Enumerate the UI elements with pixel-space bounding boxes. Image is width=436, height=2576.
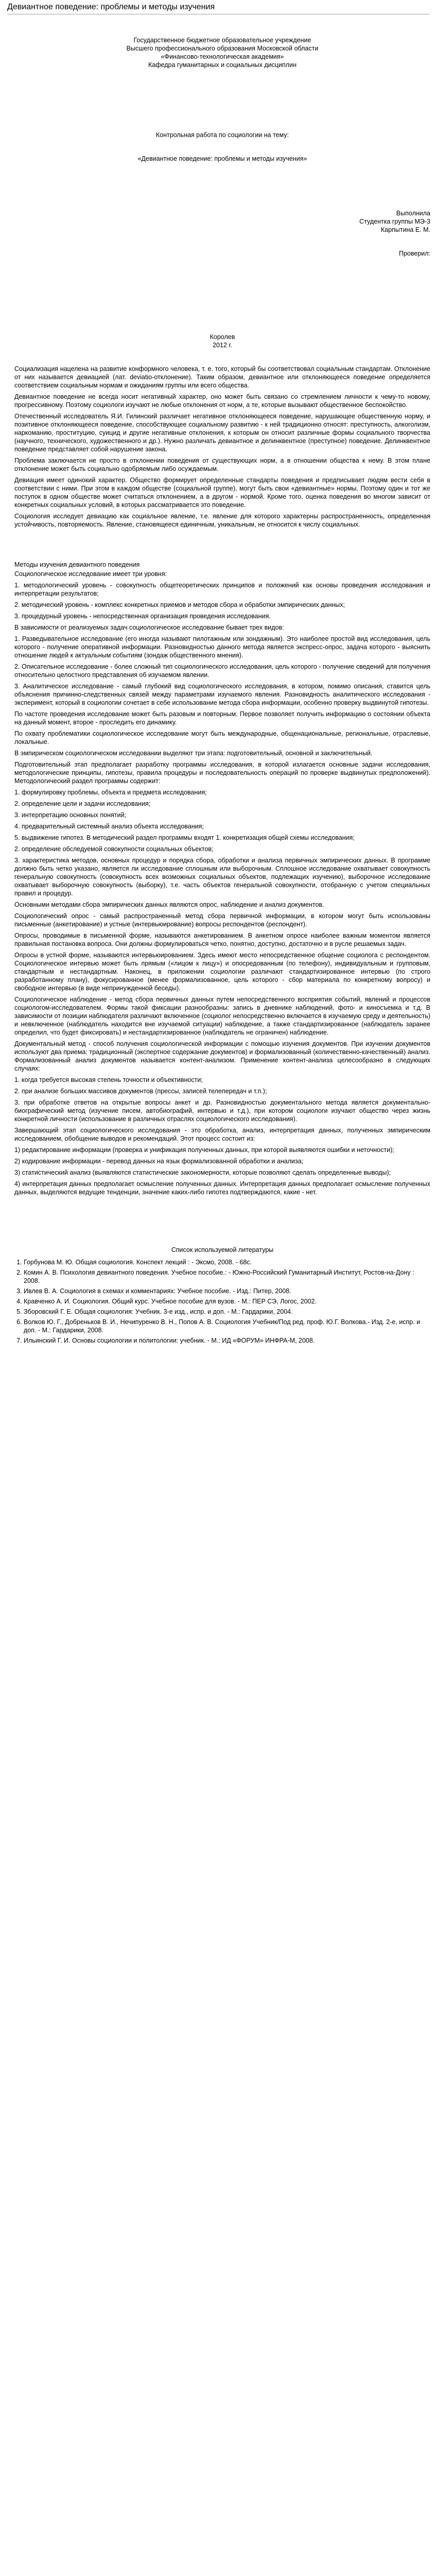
methods-paragraph: 2) кодирование информации - перевод данных на язык формализованной обработки и анализа; <box>14 1158 304 1165</box>
document-body <box>14 21 430 1347</box>
methods-paragraph: 3. процедурный уровень - непосредственная организация проведения исследования. <box>14 613 271 620</box>
methods-paragraph: 3. при обработке ответов на открытые вопросы анкет и др. Разновидностью документального метода является документально-биографический метод (изучение писем, автобиографий, интервью и т.д.), при котором социологи изучают общество через жизнь конкретной личности (использование в различных отраслях социологического исследования). <box>14 1099 430 1123</box>
reference-item: 4. Кравченко А. И. Социология. Общий курс. Учебное пособие для вузов. - М.: ПЕР СЭ, Логос, 2002. <box>24 1297 430 1306</box>
methods-paragraph: 4. предварительный системный анализ объекта исследования; <box>14 823 204 830</box>
methods-paragraph: Социологическое наблюдение - метод сбора первичных данных путем непосредственного восприятия событий, явлений и процессов социологом-исследователем. Формы такой фиксации разнообразны: запись в дневнике наблюдений, фото- и киносъемка и т.д. В зависимости от позиции наблюдателя различают включенное (социолог непосредственно включается в изучаемую среду и деятельность) и невключенное (наблюдатель находится вне изучаемой ситуации) наблюдение, а также стандартизированное (наблюдатель заранее определил, что будет фиксировать) и нестандартизированное (наблюдатель не ограничен) наблюдение. <box>14 996 430 1036</box>
methods-paragraph: 1) редактирование информации (проверка и унификация полученных данных, при которой выявляются ошибки и неточности); <box>14 1146 394 1154</box>
work-type: Контрольная работа по социологии на тему: <box>155 131 289 139</box>
reference-item: 6. Волков Ю. Г., Добреньков В. И., Нечипуренко В. Н., Попов А. В. Социология Учебник/Под ред. проф. Ю.Г. Волкова.- Изд. 2-е, испр. и доп. - М.: Гардарики, 2008. <box>24 1318 430 1334</box>
methods-paragraph: Опросы в устной форме, называются интервьюированием. Здесь имеют место непосредственное общение социолога с респондентом. Социологическое интервью может быть прямым («лицом к лицу») и опосредованным (по телефону), индивидуальным и групповым, стандартным и нестандартным. Наконец, в приложении социологии различают стандартизированное интервью (по строго разработанному плану), фокусированное (менее формализованное, цель которого - сбор материала по конкретному вопросу) и свободное интервью (в виде непринужденной беседы). <box>14 952 430 992</box>
methods-paragraph: Опросы, проводимые в письменной форме, называются анкетированием. В анкетном опросе наиболее важным моментом является правильная постановка вопроса. Они должны формулироваться четко, понятно, доступно, достаточно и в русле решаемых задач. <box>14 932 430 947</box>
org-line: Кафедра гуманитарных и социальных дисциплин <box>148 61 297 69</box>
title-block <box>14 36 430 349</box>
student-group: Студентка группы МЭ-3 <box>359 218 430 225</box>
performed-label: Выполнила <box>396 210 430 217</box>
methods-paragraph: Социологическое исследование имеет три уровня: <box>14 570 167 578</box>
methods-paragraph: Социологический опрос - самый распространенный метод сбора первичной информации, в котором могут быть использованы письменные (анкетирование) и устные (интервьюирование) вопросы респондентов (респондент). <box>14 912 430 928</box>
reference-item: 2. Комин А. В. Психология девиантного поведения. Учебное пособие.: - Южно-Российский Гуманитарный Институт, Ростов-на-Дону : 2008. <box>24 1268 430 1285</box>
checked-label: Проверил: <box>398 250 430 257</box>
methods-paragraph: 3. Аналитическое исследование - самый глубокий вид социологического исследования, в котором, помимо описания, ставится цель объяснения причинно-следственных связей между параметрами изучаемого явления. Разновидность аналитического исследования - эксперимент, который в социологии сочетает в себе использование метода сбора информации, особенно проверку выдвинутой гипотезы. <box>14 683 430 706</box>
methods-section <box>14 561 430 1196</box>
methods-paragraph: В эмпирическом социологическом исследовании выделяют три этапа: подготовительный, основной и заключительный. <box>14 750 373 757</box>
methods-paragraph: 4) интерпретация данных предполагает осмысление полученных данных. Интерпретация данных предполагает осмысление полученных данных, выделяются ведущие тенденции, значение каких-либо гипотез подтверждаются, какие - нет. <box>14 1180 430 1196</box>
intro-paragraph: Отечественный исследователь Я.И. Гилинский различает негативное отклоняющееся поведение, нарушающее общественную норму, и позитивное отклоняющееся поведение, способствующее социальному развитию - к ней традиционно относят: преступность, алкоголизм, наркоманию, проституцию, суицид и другие негативные отклонения, к которым он относит различные формы социального творчества (научного, технического, художественного и др.). Нужно различать девиантное и делинквентное (преступное) поведение. Делинквентное поведение представляет собой нарушение закона. <box>14 413 430 453</box>
intro-section <box>14 365 430 529</box>
intro-paragraph: Социология исследует девиацию как социальное явление, т.е. явление для которого характерны распространенность, определенная устойчивость, повторяемость. Явление, становящееся единичным, уникальным, не относится к числу социальных. <box>14 513 430 528</box>
references-section <box>14 1246 430 1345</box>
org-line: «Финансово-технологическая академия» <box>161 53 284 60</box>
methods-paragraph: 2. определение цели и задачи исследования; <box>14 800 151 807</box>
methods-paragraph: 2. методический уровень - комплекс конкретных приемов и методов сбора и обработки эмпирических данных; <box>14 601 345 608</box>
methods-paragraph: 2. Описательное исследование - более сложный тип социологического исследования, цель которого - получение сведений для получения относительно целостного представления об изучаемом явлении. <box>14 663 430 679</box>
year: 2012 г. <box>213 342 232 349</box>
intro-paragraph: Девиация имеет одинокий характер. Общество формирует определенные стандарты поведения и предписывает людям вести себя в соответствии с ними. При этом в каждом обществе (социальной группе), могут быть свои «девиантные» нормы. Поэтому один и тот же поступок в одном обществе может считаться отклонением, а в другом - нормой. Кроме того, оценка поведения во многом зависит от конкретных социальных условий, в которых рассматривается это поведение. <box>14 477 430 509</box>
methods-paragraph: 1. методологический уровень - совокупность общетеоретических принципов и положений как основы проведения исследования и интерпретации результатов; <box>14 582 430 597</box>
methods-paragraph: 3. интерпретацию основных понятий; <box>14 811 126 819</box>
intro-paragraph: Социализация нацелена на развитие конформного человека, т. е. того, который бы соответствовал социальным стандартам. Отклонение от них называется девиацией (лат. deviatio-отклонение). Таким образом, девиантное или отклоняющееся поведение определяется соответствием социальным нормам и ожиданиям группы или всего общества. <box>14 365 430 389</box>
methods-paragraph: 3. характеристика методов, основных процедур и порядка сбора, обработки и анализа первичных эмпирических данных. В программе должно быть четко указано, является ли исследование сплошным или выборочным. Сплошное исследование охватывает совокупность генеральную совокупность (совокупность всех возможных социальных объектов, подлежащих изучению), выборочное исследование охватывает выборочную совокупность (выборку), т.е. часть объектов генеральной совокупности, отобранную с учетом специальных правил и процедур. <box>14 857 430 897</box>
methods-paragraph: По частоте проведения исследование может быть разовым и повторным. Первое позволяет получить информацию о состоянии объекта на данный момент, второе - проследить его динамику. <box>14 710 430 726</box>
methods-paragraph: 1. когда требуется высокая степень точности и объективности; <box>14 1076 203 1083</box>
intro-paragraph: Девиантное поведение не всегда носит негативный характер, оно может быть связано со стремлением личности к чему-то новому, прогрессивному. Поэтому социологи изучают не любые отклонения от норм, а те, которые вызывают общественное беспокойство. <box>14 393 430 409</box>
methods-paragraph: 5. выдвижение гипотез. В методический раздел программы входят 1. конкретизация общей схемы исследования; <box>14 834 355 841</box>
intro-paragraph: Проблема заключается не просто в отклонении поведения от существующих норм, а в отношении общества к нему. В этом плане отклонение может быть социально одобряемым либо осуждаемым. <box>14 457 430 472</box>
methods-paragraph: По охвату проблематики социологическое исследование могут быть международные, общенациональные, региональные, отраслевые, локальные. <box>14 730 430 745</box>
student-name: Карпытина Е. М. <box>380 226 430 233</box>
reference-item: 7. Ильинский Г. И. Основы социологии и политологии: учебник. - М.: ИД «ФОРУМ» ИНФРА-М, 2008. <box>24 1336 430 1345</box>
methods-paragraph: 3) статистический анализ (выявляются статистические закономерности, которые позволяют сделать определенные выводы); <box>14 1169 391 1176</box>
org-line: Высшего профессионального образования Московской области <box>126 45 319 52</box>
org-line: Государственное бюджетное образовательное учреждение <box>133 37 311 44</box>
city: Королев <box>210 333 235 341</box>
page-title: Девиантное поведение: проблемы и методы изучения <box>7 3 215 11</box>
reference-item: 1. Горбунова М. Ю. Общая социология. Конспект лекций : - Эксмо, 2008. - 68с. <box>24 1258 430 1266</box>
methods-paragraph: Основными методами сбора эмпирических данных являются опрос, наблюдение и анализ документов. <box>14 901 324 908</box>
reference-item: 5. Зборовский Г. Е. Общая социология: Учебник. 3-е изд., испр. и доп. - М.: Гардарики, 2004. <box>24 1308 430 1316</box>
methods-paragraph: Завершающий этап социологического исследования - это обработка, анализ, интерпретация данных, полученных эмпирическим исследованием, обобщение выводов и рекомендаций. Этот процесс состоит из: <box>14 1127 430 1142</box>
work-topic: «Девиантное поведение: проблемы и методы изучения» <box>137 155 307 162</box>
methods-paragraph: Документальный метод - способ получения социологической информации с помощью изучения документов. При изучении документов используют два приема: традиционный (экспертное содержание документов) и формализованный (количественно-качественный) анализ. Формализованный анализ документов называется контент-анализом. Применение контент-анализа целесообразно в следующих случаях: <box>14 1040 430 1072</box>
methods-paragraph: 2. при анализе больших массивов документов (прессы, записей телепередач и т.п.); <box>14 1088 267 1095</box>
references-heading: Список используемой литературы <box>171 1246 274 1253</box>
references-list <box>14 1258 430 1345</box>
methods-paragraph: Подготовительный этап предполагает разработку программы исследования, в которой излагается основные задачи исследования, методологические принципы, гипотезы, правила процедуры и последовательность операций по проверке выдвинутых предположений). Методологический раздел программы содержит: <box>14 761 430 785</box>
methods-paragraph: 1. Разведывательное исследование (его иногда называют пилотажным или зондажным). Это наиболее простой вид исследования, цель которого - получение оперативной информации. Разновидностью данного метода является экспресс-опрос, задача которого - выяснить отношение людей к актуальным событиям (зондаж общественного мнения). <box>14 635 430 659</box>
methods-paragraph: 2. определение обследуемой совокупности социальных объектов; <box>14 845 214 853</box>
methods-paragraph: 1. формулировку проблемы, объекта и предмета исследования; <box>14 789 207 796</box>
methods-paragraph: В зависимости от реализуемых задач социологическое исследование бывает трех видов: <box>14 624 284 631</box>
section-heading: Методы изучения девиантного поведения <box>14 561 140 568</box>
reference-item: 3. Ивлев В. А. Социология в схемах и комментариях: Учебное пособие. - Изд.: Питер, 2008. <box>24 1287 430 1295</box>
